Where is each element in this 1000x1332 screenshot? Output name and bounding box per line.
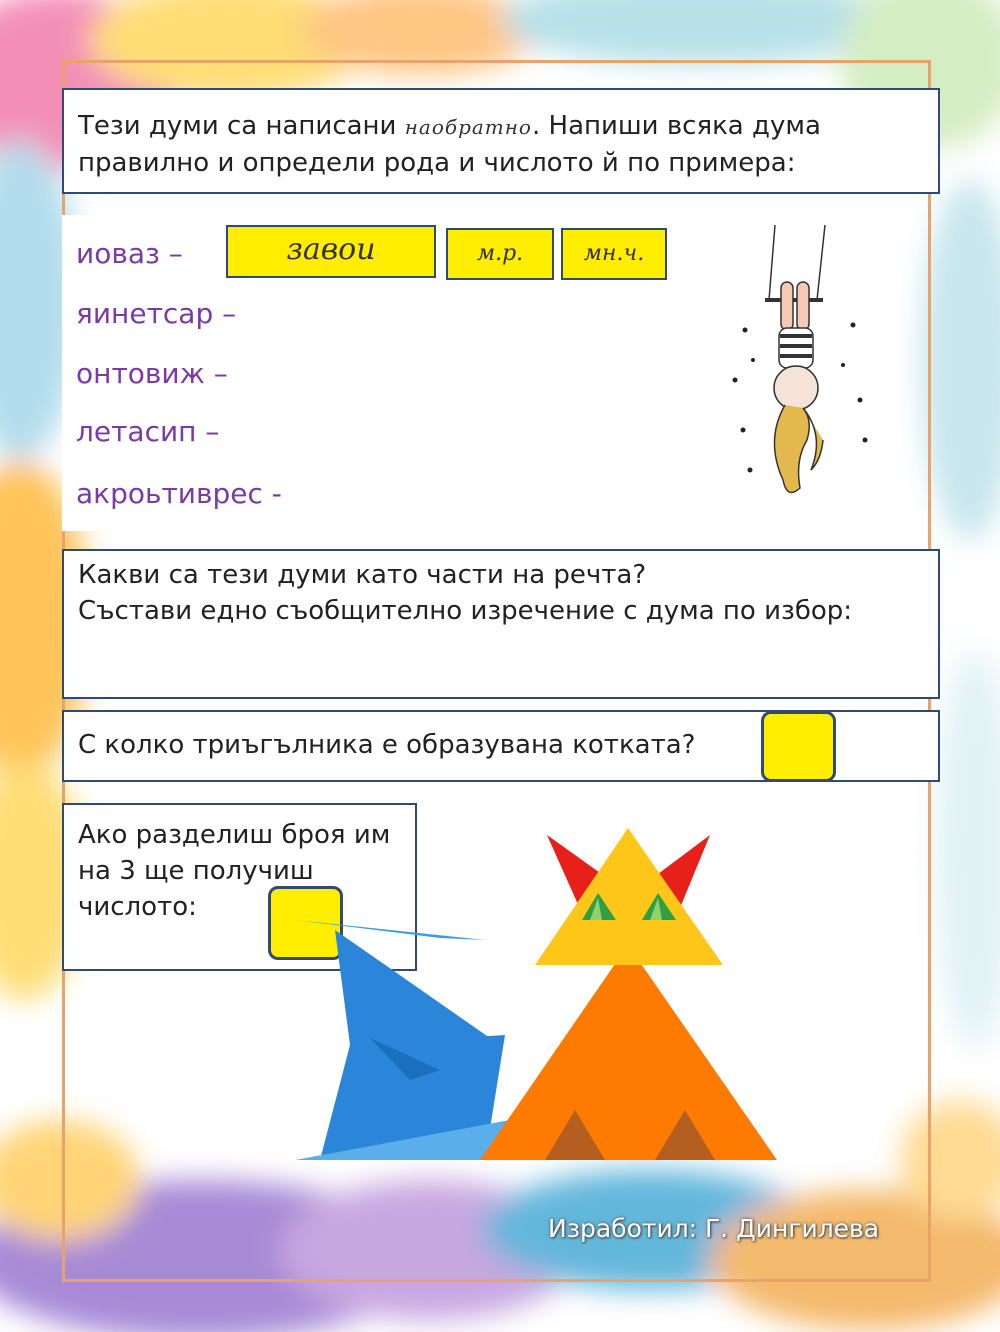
question-line-1: Какви са тези думи като части на речта?: [78, 560, 647, 590]
question-line-2: Състави едно съобщително изречение с дума по избор:: [78, 596, 853, 626]
word-item: онтовиж –: [76, 357, 228, 390]
instruction-box: [62, 88, 940, 194]
triangle-cat-illustration: [290, 820, 790, 1165]
author-credit: Изработил: Г. Дингилева: [548, 1214, 880, 1243]
number-field[interactable]: мн.ч.: [561, 228, 667, 280]
cat-tail-triangle: [295, 920, 485, 940]
gender-field[interactable]: м.р.: [446, 228, 554, 280]
triangles-answer-box[interactable]: [761, 711, 836, 782]
divide-question-box: Ако разделиш броя им на 3 ще получиш числото:: [62, 803, 417, 971]
instruction-line-2: правилно и определи рода и числото й по примера:: [78, 148, 796, 178]
cat-body-triangle: [480, 945, 777, 1160]
instruction-line-1: Тези думи са написани наобратно. Напиши всяка дума: [78, 111, 821, 141]
triangles-question: С колко триъгълника е образувана котката?: [78, 730, 696, 760]
word-item: летасип –: [76, 415, 220, 448]
acrobat-girl-illustration: [725, 220, 875, 510]
parts-of-speech-box: [62, 549, 940, 699]
word-item: акроьтиврес -: [76, 477, 282, 510]
handwritten-word: наобратно: [404, 115, 532, 139]
cat-tail-triangle: [335, 930, 500, 1045]
word-item: иоваз –: [76, 237, 183, 270]
answer-word-field[interactable]: завои: [226, 225, 436, 278]
word-item: яинетсар –: [76, 297, 237, 330]
